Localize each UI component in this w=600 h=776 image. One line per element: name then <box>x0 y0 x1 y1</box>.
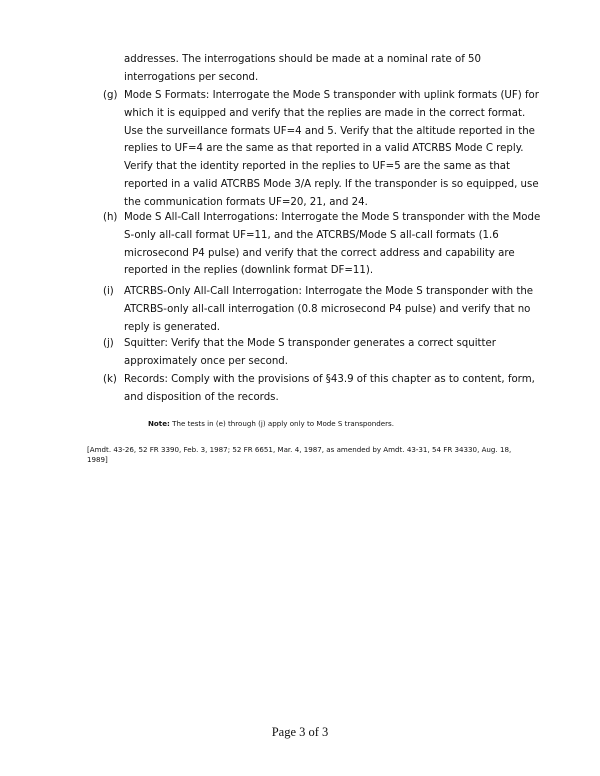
list-item-h <box>103 209 553 280</box>
note <box>148 419 528 428</box>
note-label: Note: <box>148 419 170 428</box>
item-label: (k) <box>103 374 117 385</box>
item-text: Records: Comply with the provisions of §43.9 of this chapter as to content, form, and disposition of the records. <box>124 374 535 403</box>
item-label: (g) <box>103 90 118 101</box>
item-label: (j) <box>103 338 114 349</box>
list-item-k <box>103 371 553 407</box>
item-text: Mode S Formats: Interrogate the Mode S transponder with uplink formats (UF) for which it is equipped and verify that the replies are made in the correct format. Use the surveillance formats UF=4 and 5. Verify that the altitude reported in the replies to UF=4 are the same as that reported in a valid ATCRBS Mode C reply. Verify that the identity reported in the replies to UF=5 are the same as that reported in a valid ATCRBS Mode 3/A reply. If the transponder is so equipped, use the communication formats UF=20, 21, and 24. <box>124 90 539 208</box>
item-text: ATCRBS-Only All-Call Interrogation: Interrogate the Mode S transponder with the ATCRBS-only all-call interrogation (0.8 microsecond P4 pulse) and verify that no reply is generated. <box>124 286 534 333</box>
continuation-paragraph: addresses. The interrogations should be made at a nominal rate of 50 interrogations per second. <box>124 54 482 83</box>
list-item-j <box>103 335 553 371</box>
item-label: (i) <box>103 286 114 297</box>
list-item-i <box>103 283 553 336</box>
item-text: Squitter: Verify that the Mode S transponder generates a correct squitter approximately once per second. <box>124 338 496 367</box>
amendment-citation: [Amdt. 43-26, 52 FR 3390, Feb. 3, 1987; 52 FR 6651, Mar. 4, 1987, as amended by Amdt. 43-31, 54 FR 34330, Aug. 18, 1989] <box>87 445 512 464</box>
page-number: Page 3 of 3 <box>271 725 329 739</box>
note-text: The tests in (e) through (j) apply only to Mode S transponders. <box>172 419 394 428</box>
item-text: Mode S All-Call Interrogations: Interrogate the Mode S transponder with the Mode S-only all-call format UF=11, and the ATCRBS/Mode S all-call formats (1.6 microsecond P4 pulse) and verify that the correct address and capability are reported in the replies (downlink format DF=11). <box>124 212 541 277</box>
item-label: (h) <box>103 212 118 223</box>
list-item-g <box>103 87 553 212</box>
